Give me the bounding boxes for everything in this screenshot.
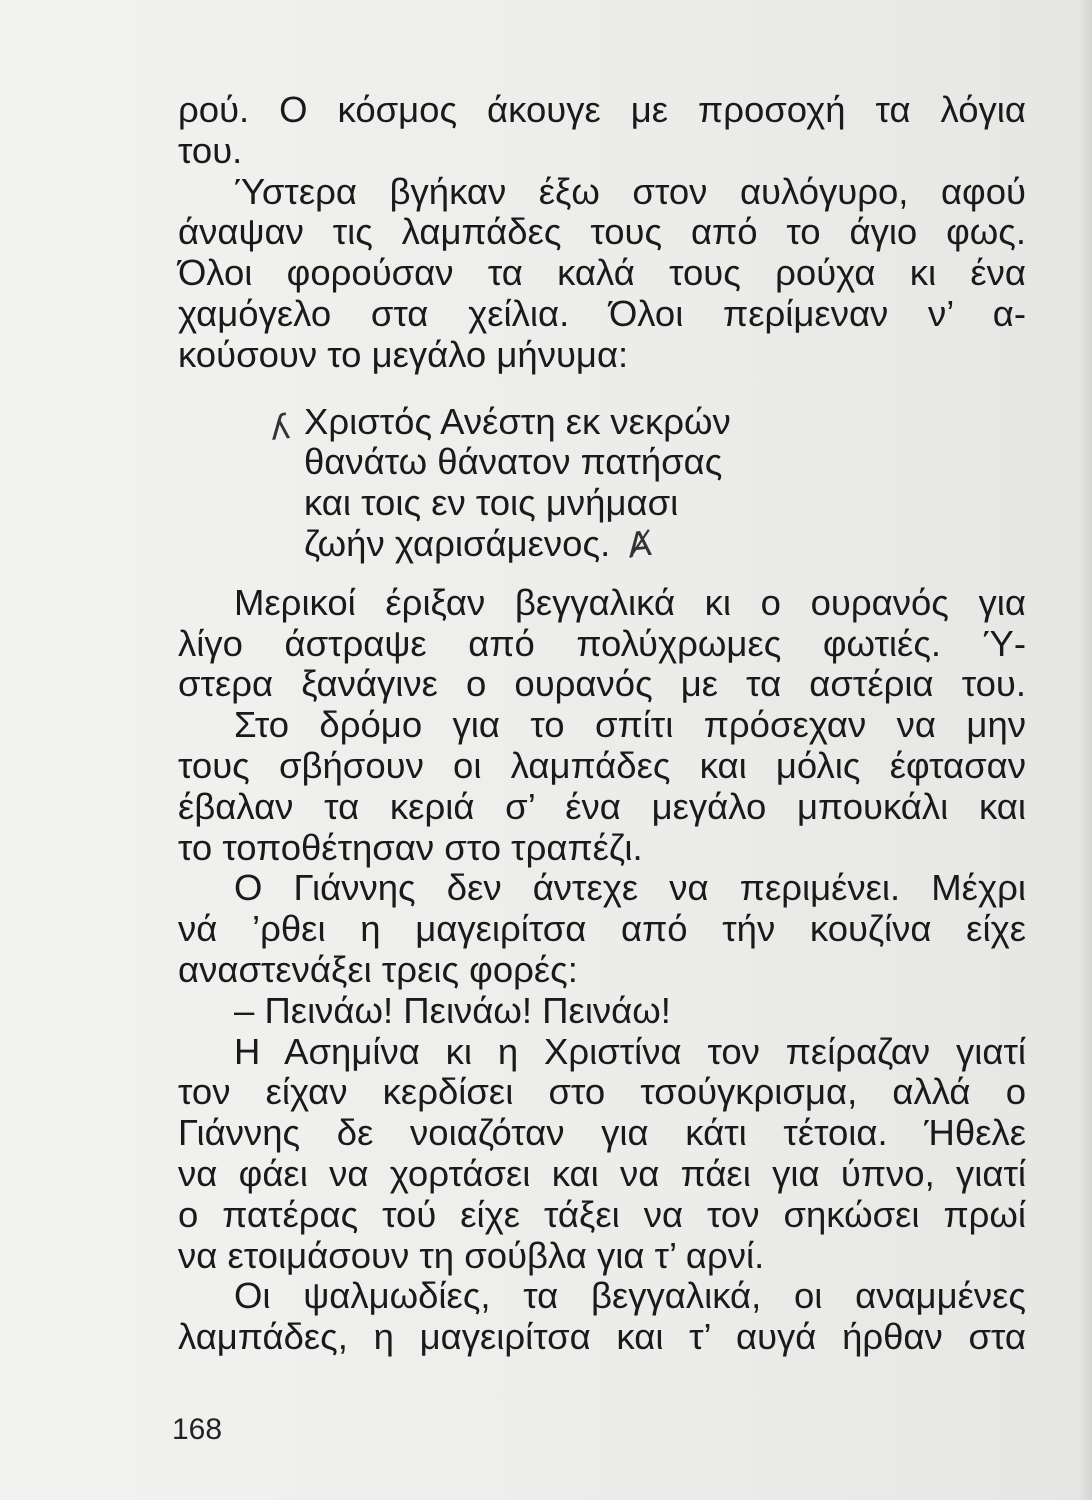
text-line: στερα ξανάγινε ο ουρανός με τα αστέρια του. [178,663,1026,705]
paragraph-start-line: Ο Γιάννης δεν άντεχε να περιμένει. Μέχρι [234,867,1026,909]
page-number: 168 [172,1413,223,1446]
text-line: νά ’ρθει η μαγειρίτσα από τήν κουζίνα είχε [178,908,1026,950]
text-line: να φάει να χορτάσει και να πάει για ύπνο, γιατί [178,1152,1026,1194]
handwritten-mark-open: ʎ [267,406,293,449]
paragraph-start-line: Η Ασημίνα κι η Χριστίνα τον πείραζαν γιατί [234,1030,1026,1072]
body-text [178,90,1026,1358]
hymn-quote [178,402,1026,565]
hymn-line [178,400,1026,449]
paragraph-start-line: Μερικοί έριξαν βεγγαλικά κι ο ουρανός για [234,581,1026,623]
paragraph-start-line: Στο δρόμο για το σπίτι πρόσεχαν να μην [234,704,1026,746]
text-line: Γιάννης δε νοιαζόταν για κάτι τέτοια. Ήθελε [178,1112,1026,1154]
dialogue-line: – Πεινάω! Πεινάω! Πεινάω! [234,989,671,1031]
hymn-line: και τοις εν τοις μνήμασι [304,482,679,524]
hymn-line-text: Χριστός Ανέστη εκ νεκρών [304,400,731,442]
paragraph-start-line: Οι ψαλμωδίες, τα βεγγαλικά, οι αναμμένες [234,1275,1026,1317]
text-line: κούσουν το μεγάλο μήνυμα: [178,333,629,375]
text-line: ο πατέρας τού είχε τάξει να τον σηκώσει πρωί [178,1193,1026,1235]
text-line: τους σβήσουν οι λαμπάδες και μόλις έφτασαν [178,744,1026,786]
text-line: ρού. Ο κόσμος άκουγε με προσοχή τα λόγια [178,89,1026,130]
text-line: τον είχαν κερδίσει στο τσούγκρισμα, αλλά ο [178,1071,1026,1113]
hymn-line-text: ζωήν χαρισάμενος. [304,522,611,564]
text-line: έβαλαν τα κεριά σ’ ένα μεγάλο μπουκάλι και [178,785,1026,827]
hymn-line [178,524,1026,565]
text-line: άναψαν τις λαμπάδες τους από το άγιο φως. [178,211,1026,253]
text-line: λίγο άστραψε από πολύχρωμες φωτιές. Ύ- [178,622,1026,664]
paragraph-start-line: Ύστερα βγήκαν έξω στον αυλόγυρο, αφού [234,170,1026,212]
text-line: λαμπάδες, η μαγειρίτσα και τ’ αυγά ήρθαν στα [178,1316,1026,1358]
text-line: να ετοιμάσουν τη σούβλα για τ’ αρνί. [178,1234,765,1276]
handwritten-mark-close: Ⱥ [626,523,654,567]
hymn-line: θανάτω θάνατον πατήσας [304,441,723,483]
text-line: Όλοι φορούσαν τα καλά τους ρούχα κι ένα [178,252,1026,294]
text-line: αναστενάξει τρεις φορές: [178,948,578,990]
text-line: του. [178,129,243,171]
text-line: το τοποθέτησαν στο τραπέζι. [178,826,643,868]
text-line: χαμόγελο στα χείλια. Όλοι περίμεναν ν’ α- [178,292,1026,334]
